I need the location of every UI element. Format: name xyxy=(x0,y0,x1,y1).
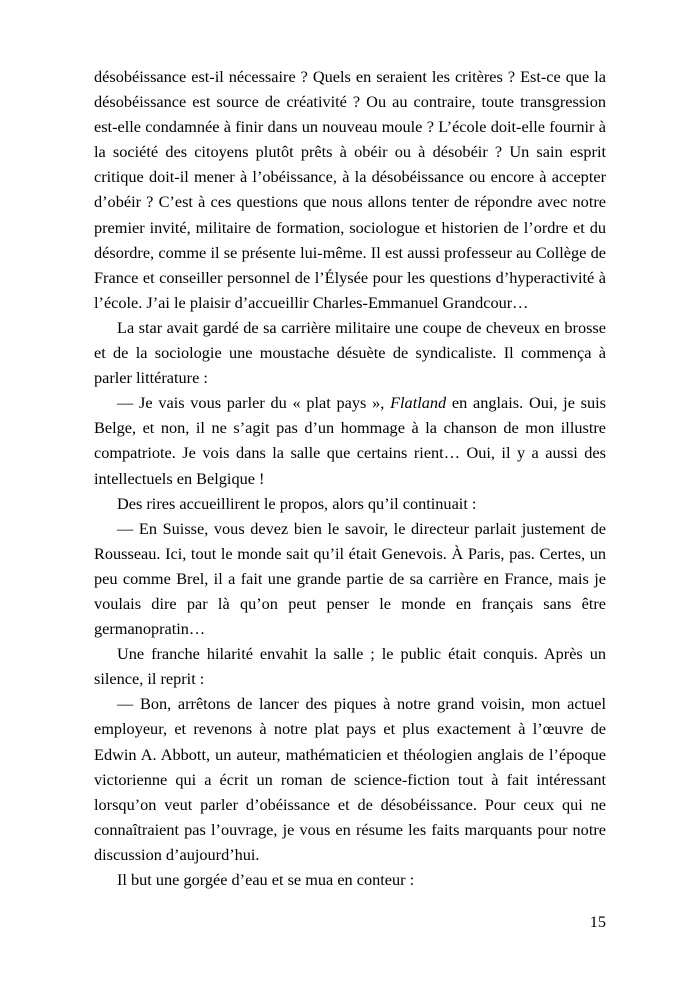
paragraph-3-text-after-italic: en anglais. Oui, je suis Belge, et non, il ne s’agit pas d’un hommage à la chanson de mon illustre compatriote. Je vois dans la salle que certains rient… Oui, il y a aussi des intellectuels en Belgique ! xyxy=(94,393,607,488)
paragraph-3-dialogue xyxy=(94,390,606,490)
paragraph-2: La star avait gardé de sa carrière militaire une coupe de cheveux en brosse et de la sociologie une moustache désuète de syndicaliste. Il commença à parler littérature : xyxy=(94,317,606,388)
paragraph-3-text-before-italic: — Je vais vous parler du « plat pays », xyxy=(117,393,391,413)
paragraph-7-dialogue: — Bon, arrêtons de lancer des piques à notre grand voisin, mon actuel employeur, et revenons à notre plat pays et plus exactement à l’œuvre de Edwin A. Abbott, un auteur, mathématicien et théologien anglais de l’époque victorienne qui a écrit un roman de science-fiction tout à fait intéressant lorsqu’on veut parler d’obéissance et de désobéissance. Pour ceux qui ne connaîtraient pas l’ouvrage, je vous en résume les faits marquants pour notre discussion d’aujourd’hui. xyxy=(94,694,606,864)
paragraph-5-dialogue: — En Suisse, vous devez bien le savoir, le directeur parlait justement de Rousseau. Ici, tout le monde sait qu’il était Genevois. À Paris, pas. Certes, un peu comme Brel, il a fait une grande partie de sa carrière en France, mais je voulais dire par là qu’on peut penser le monde en français sans être germanopratin… xyxy=(94,518,606,639)
paragraph-1: désobéissance est-il nécessaire ? Quels en seraient les critères ? Est-ce que la désobéissance est source de créativité ? Ou au contraire, toute transgression est-elle condamnée à finir dans un nouveau moule ? L’école doit-elle fournir à la société des citoyens plutôt prêts à obéir ou à désobéir ? Un sain esprit critique doit-il mener à l’obéissance, à la désobéissance ou encore à accepter d’obéir ? C’est à ces questions que nous allons tenter de répondre avec notre premier invité, militaire de formation, sociologue et historien de l’ordre et du désordre, comme il se présente lui-même. Il est aussi professeur au Collège de France et conseiller personnel de l’Élysée pour les questions d’hyperactivité à l’école. J’ai le plaisir d’accueillir Charles-Emmanuel Grandcour… xyxy=(94,67,606,312)
book-title-flatland: Flatland xyxy=(390,393,447,413)
paragraph-4: Des rires accueillirent le propos, alors qu’il continuait : xyxy=(117,493,477,513)
page-number: 15 xyxy=(589,912,606,931)
paragraph-6: Une franche hilarité envahit la salle ; le public était conquis. Après un silence, il reprit : xyxy=(94,644,606,689)
body-text-block xyxy=(94,64,606,892)
paragraph-8: Il but une gorgée d’eau et se mua en conteur : xyxy=(117,870,415,889)
